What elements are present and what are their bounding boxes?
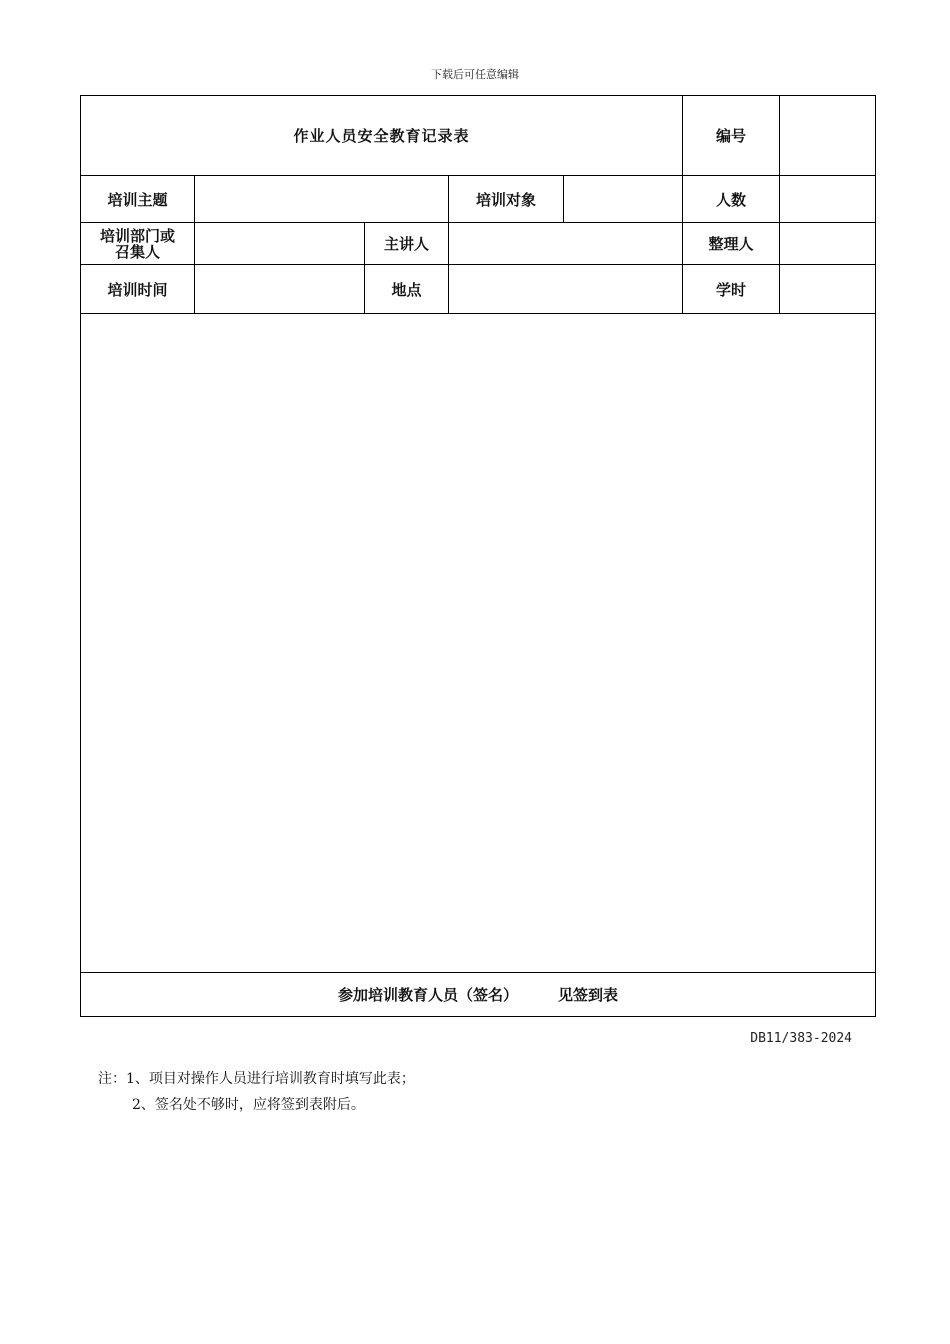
code-label: 编号: [683, 96, 780, 176]
standard-code: DB11/383-2024: [750, 1031, 852, 1046]
signature-label: 参加培训教育人员（签名）: [338, 986, 519, 1004]
content-area[interactable]: [81, 314, 876, 973]
count-label: 人数: [683, 176, 780, 223]
form-title: 作业人员安全教育记录表: [81, 96, 683, 176]
dept-field[interactable]: [195, 223, 365, 265]
safety-education-record-form: [80, 95, 876, 1017]
time-field[interactable]: [195, 265, 365, 314]
note-line-1: 注：1、项目对操作人员进行培训教育时填写此表；: [98, 1071, 415, 1087]
topic-label: 培训主题: [81, 176, 195, 223]
organizer-field[interactable]: [780, 223, 876, 265]
audience-label: 培训对象: [449, 176, 564, 223]
lecturer-label: 主讲人: [365, 223, 449, 265]
signature-row: [81, 973, 876, 1017]
time-label: 培训时间: [81, 265, 195, 314]
count-field[interactable]: [780, 176, 876, 223]
topic-field[interactable]: [195, 176, 449, 223]
hours-label: 学时: [683, 265, 780, 314]
dept-label-line1: 培训部门或: [99, 226, 175, 245]
signature-value: 见签到表: [558, 986, 619, 1004]
dept-label: [81, 223, 195, 265]
audience-field[interactable]: [564, 176, 683, 223]
dept-label-line2: 召集人: [114, 242, 160, 261]
organizer-label: 整理人: [683, 223, 780, 265]
note-line-2: 2、签名处不够时，应将签到表附后。: [132, 1097, 365, 1113]
code-field[interactable]: [780, 96, 876, 176]
hours-field[interactable]: [780, 265, 876, 314]
place-label: 地点: [365, 265, 449, 314]
lecturer-field[interactable]: [449, 223, 683, 265]
header-note: 下载后可任意编辑: [431, 68, 519, 81]
place-field[interactable]: [449, 265, 683, 314]
